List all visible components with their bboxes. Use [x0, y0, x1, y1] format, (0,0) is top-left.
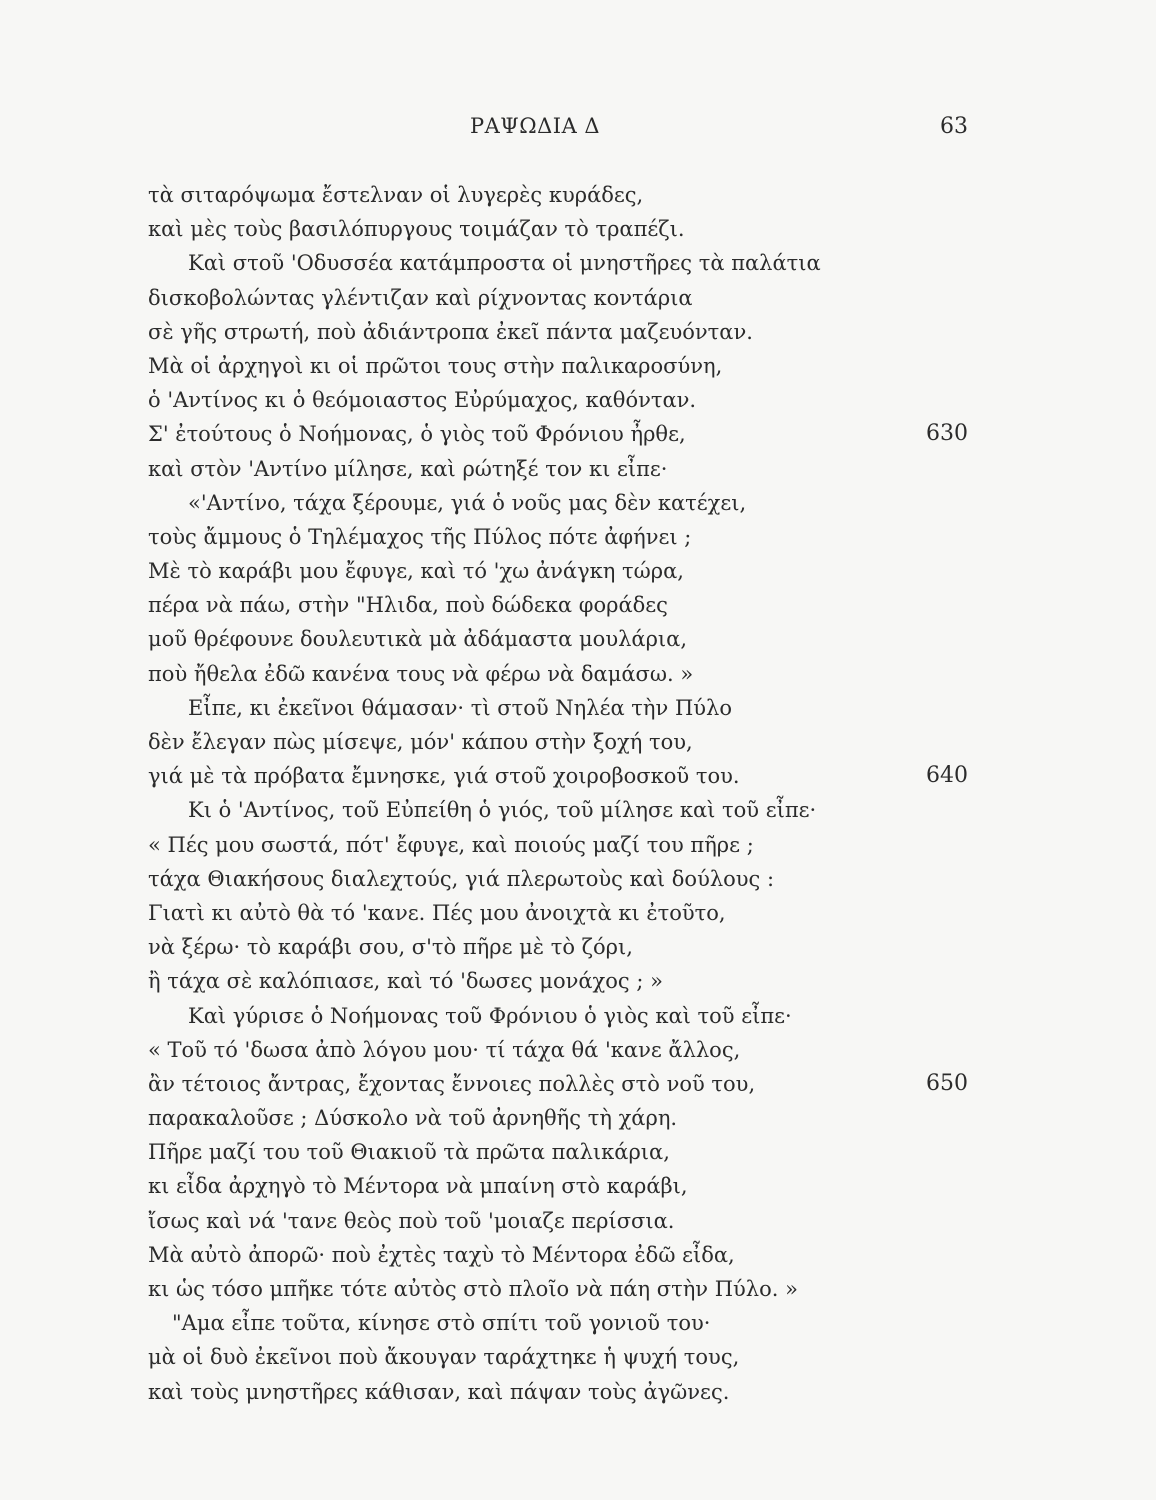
verse-text: μοῦ θρέφουνε δουλευτικὰ μὰ ἀδάμαστα μουλάρια, — [148, 627, 688, 652]
verse-text: κι ὡς τόσο μπῆκε τότε αὐτὸς στὸ πλοῖο νὰ πάη στὴν Πύλο. » — [148, 1277, 798, 1301]
verse-text: Καὶ γύρισε ὁ Νοήμονας τοῦ Φρόνιου ὁ γιὸς καὶ τοῦ εἶπε· — [188, 1003, 792, 1028]
verse-text: δὲν ἔλεγαν πὼς μίσεψε, μόν' κάπου στὴν ξοχή του, — [148, 730, 693, 754]
verse-line — [0, 588, 1156, 622]
verse-line — [0, 178, 1156, 212]
verse-text: « Τοῦ τό 'δωσα ἀπὸ λόγου μου· τί τάχα θά 'κανε ἄλλος, — [148, 1037, 741, 1062]
verse-line — [0, 862, 1156, 896]
verse-text: Πῆρε μαζί του τοῦ Θιακιοῦ τὰ πρῶτα παλικάρια, — [148, 1140, 670, 1165]
verse-text: καὶ τοὺς μνηστῆρες κάθισαν, καὶ πάψαν τοὺς ἀγῶνες. — [148, 1379, 730, 1404]
verse-line — [0, 1238, 1156, 1272]
verse-text: παρακαλοῦσε ; Δύσκολο νὰ τοῦ ἀρνηθῆς τὴ χάρη. — [148, 1106, 678, 1131]
verse-line — [0, 349, 1156, 383]
verse-text: ἢ τάχα σὲ καλόπιασε, καὶ τό 'δωσες μονάχος ; » — [148, 969, 663, 994]
verse-text: Καὶ στοῦ 'Οδυσσέα κατάμπροστα οἱ μνηστῆρες τὰ παλάτια — [188, 251, 821, 276]
verse-text: Μὰ οἱ ἀρχηγοὶ κι οἱ πρῶτοι τους στὴν παλικαροσύνη, — [148, 353, 723, 378]
verse-text: Μὰ αὐτὸ ἀπορῶ· ποὺ ἐχτὲς ταχὺ τὸ Μέντορα ἐδῶ εἶδα, — [148, 1242, 735, 1267]
verse-line — [0, 930, 1156, 964]
verse-line — [0, 212, 1156, 246]
verse-line — [0, 759, 1156, 793]
verse-line — [0, 1204, 1156, 1238]
verse-line — [0, 383, 1156, 417]
verse-text: Γιατὶ κι αὐτὸ θὰ τό 'κανε. Πές μου ἀνοιχτὰ κι ἐτοῦτο, — [148, 900, 726, 925]
verse-text: Σ' ἐτούτους ὁ Νοήμονας, ὁ γιὸς τοῦ Φρόνιου ἦρθε, — [148, 422, 686, 447]
verse-text: τὰ σιταρόψωμα ἔστελναν οἱ λυγερὲς κυράδες, — [148, 183, 644, 207]
verse-line — [0, 1375, 1156, 1409]
verse-line — [0, 486, 1156, 520]
verse-line — [0, 520, 1156, 554]
verse-text: Κι ὁ 'Αντίνος, τοῦ Εὐπείθη ὁ γιός, τοῦ μίλησε καὶ τοῦ εἶπε· — [188, 798, 817, 823]
verse-text: πέρα νὰ πάω, στὴν "Ηλιδα, ποὺ δώδεκα φοράδες — [148, 593, 668, 618]
verse-line — [0, 691, 1156, 725]
verse-text: "Αμα εἶπε τοῦτα, κίνησε στὸ σπίτι τοῦ γονιοῦ του· — [172, 1311, 711, 1336]
verse-line — [0, 1101, 1156, 1135]
line-number: 630 — [926, 421, 968, 447]
verse-line — [0, 246, 1156, 280]
verse-line — [0, 999, 1156, 1033]
verse-text: μὰ οἱ δυὸ ἐκεῖνοι ποὺ ἄκουγαν ταράχτηκε ἡ ψυχή τους, — [148, 1345, 740, 1370]
verse-line — [0, 1272, 1156, 1306]
verse-text: κι εἶδα ἀρχηγὸ τὸ Μέντορα νὰ μπαίνη στὸ καράβι, — [148, 1174, 688, 1199]
verse-line — [0, 657, 1156, 691]
chapter-title: ΡΑΨΩΔΙΑ Δ — [470, 114, 601, 138]
verse-text: Εἶπε, κι ἐκεῖνοι θάμασαν· τὶ στοῦ Νηλέα τὴν Πύλο — [188, 695, 732, 720]
verse-line — [0, 417, 1156, 451]
verse-text: νὰ ξέρω· τὸ καράβι σου, σ'τὸ πῆρε μὲ τὸ ζόρι, — [148, 935, 633, 960]
verse-text: σὲ γῆς στρωτή, ποὺ ἀδιάντροπα ἐκεῖ πάντα μαζευόνταν. — [148, 319, 753, 344]
verse-line — [0, 281, 1156, 315]
verse-text: ἂν τέτοιος ἄντρας, ἔχοντας ἔννοιες πολλὲς στὸ νοῦ του, — [148, 1071, 756, 1096]
verse-line — [0, 554, 1156, 588]
verse-text: καὶ μὲς τοὺς βασιλόπυργους τοιμάζαν τὸ τραπέζι. — [148, 217, 685, 242]
verse-line — [0, 725, 1156, 759]
verse-line — [0, 1340, 1156, 1374]
verse-text: τοὺς ἄμμους ὁ Τηλέμαχος τῆς Πύλος πότε ἀφήνει ; — [148, 524, 692, 549]
verse-text: ποὺ ἤθελα ἐδῶ κανένα τους νὰ φέρω νὰ δαμάσω. » — [148, 661, 694, 686]
line-number: 640 — [926, 763, 968, 789]
verse-line — [0, 964, 1156, 998]
page-number: 63 — [940, 114, 968, 139]
verse-text: δισκοβολώντας γλέντιζαν καὶ ρίχνοντας κοντάρια — [148, 285, 693, 310]
verse-line — [0, 896, 1156, 930]
verse-text: « Πές μου σωστά, πότ' ἔφυγε, καὶ ποιούς μαζί του πῆρε ; — [148, 832, 754, 857]
verse-line — [0, 793, 1156, 827]
verse-text: καὶ στὸν 'Αντίνο μίλησε, καὶ ρώτηξέ τον κι εἶπε· — [148, 456, 668, 481]
verse-line — [0, 452, 1156, 486]
line-number: 650 — [926, 1070, 968, 1096]
verse-text: ἴσως καὶ νά 'τανε θεὸς ποὺ τοῦ 'μοιαζε περίσσια. — [148, 1208, 675, 1233]
verse-block — [0, 178, 1156, 1409]
verse-line — [0, 1169, 1156, 1203]
verse-text: ὁ 'Αντίνος κι ὁ θεόμοιαστος Εὐρύμαχος, καθόνταν. — [148, 388, 697, 413]
verse-line — [0, 622, 1156, 656]
verse-text: Μὲ τὸ καράβι μου ἔφυγε, καὶ τό 'χω ἀνάγκη τώρα, — [148, 559, 684, 584]
verse-line — [0, 1135, 1156, 1169]
verse-line — [0, 1067, 1156, 1101]
verse-line — [0, 1033, 1156, 1067]
verse-line — [0, 828, 1156, 862]
verse-line — [0, 1306, 1156, 1340]
verse-text: γιά μὲ τὰ πρόβατα ἔμνησκε, γιά στοῦ χοιροβοσκοῦ του. — [148, 764, 740, 789]
verse-text: «'Αντίνο, τάχα ξέρουμε, γιά ὁ νοῦς μας δὲν κατέχει, — [188, 490, 747, 515]
verse-line — [0, 315, 1156, 349]
verse-text: τάχα Θιακήσους διαλεχτούς, γιά πλερωτοὺς καὶ δούλους : — [148, 866, 775, 891]
